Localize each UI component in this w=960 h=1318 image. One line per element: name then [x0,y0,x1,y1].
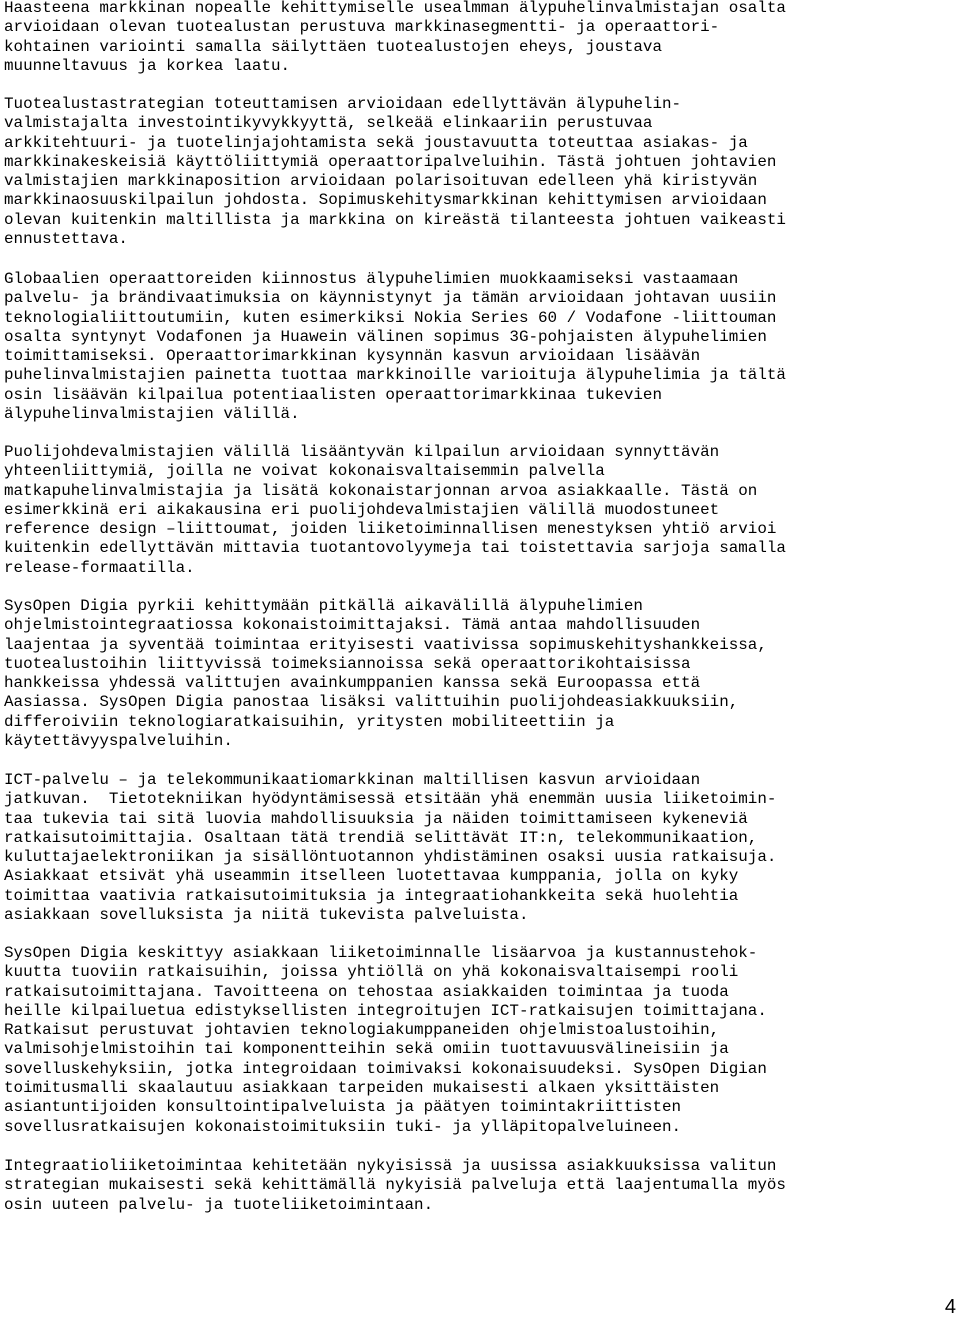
paragraph-7: SysOpen Digia keskittyy asiakkaan liiketoiminnalle lisäarvoa ja kustannustehok- kuutta tuoviin ratkaisuihin, joissa yhtiöllä on yhä kokonaisvaltaisempi rooli ratkaisutoimittajana. Tavoitteena on tehostaa asiakkaiden toimintaa ja tuoda heille kilpailuetua edistyksellisten integroitujen ICT-ratkaisujen toimittajana. Ratkaisut perustuvat johtavien teknologiakumppaneiden ohjelmistoalustoihin, valmisohjelmistoihin tai komponentteihin sekä omiin tuottavuusvälineisiin ja sovelluskehyksiin, jotka integroidaan toimivaksi kokonaisuudeksi. SysOpen Digian toimitusmalli skaalautuu asiakkaan tarpeiden mukaisesti alkaen yksittäisten asiantuntijoiden konsultointipalveluista ja päätyen toimintakriittisten sovellusratkaisujen kokonaistoimituksiin tuki- ja ylläpitopalveluineen. [4,944,767,1136]
paragraph-6: ICT-palvelu – ja telekommunikaatiomarkkinan maltillisen kasvun arvioidaan jatkuvan. Tietotekniikan hyödyntämisessä etsitään yhä enemmän uusia liiketoimin- taa tukevia tai sitä luovia mahdollisuuksia ja näiden toimittamiseen kykeneviä ratkaisutoimittajia. Osaltaan tätä trendiä selittävät IT:n, telekommunikaation, kuluttajaelektroniikan ja sisällöntuotannon yhdistäminen osaksi uusia ratkaisuja. Asiakkaat etsivät yhä useammin itselleen luotettavaa kumppania, jolla on kyky toimittaa vaativia ratkaisutoimituksia ja integraatiohankkeita sekä huolehtia asiakkaan sovelluksista ja niitä tukevista palveluista. [4,771,777,925]
page-number: 4 [944,1296,956,1318]
paragraph-8: Integraatioliiketoimintaa kehitetään nykyisissä ja uusissa asiakkuuksissa valitun strategian mukaisesti sekä kehittämällä nykyisiä palveluja että laajentumalla myös osin uuteen palvelu- ja tuoteliiketoimintaan. [4,1157,786,1214]
paragraph-4: Puolijohdevalmistajien välillä lisääntyvän kilpailun arvioidaan synnyttävän yhteenliittymiä, joilla ne voivat kokonaisvaltaisemmin palvella matkapuhelinvalmistajia ja lisätä kokonaistarjonnan arvoa asiakkaalle. Tästä on esimerkkinä eri aikakausina eri puolijohdevalmistajien välillä muodostuneet reference design –liittoumat, joiden liiketoiminnallisen menestyksen yhtiö arvioi kuitenkin edellyttävän mittavia tuotantovolyymeja tai toistettavia sarjoja samalla release-formaatilla. [4,443,786,577]
paragraph-3: Globaalien operaattoreiden kiinnostus älypuhelimien muokkaamiseksi vastaamaan palvelu- ja brändivaatimuksia on käynnistynyt ja tämän arvioidaan johtavan uusiin teknologialiittoutumiin, kuten esimerkiksi Nokia Series 60 / Vodafone -liittouman osalta syntynyt Vodafonen ja Huawein välinen sopimus 3G-pohjaisten älypuhelimien toimittamiseksi. Operaattorimarkkinan kysynnän kasvun arvioidaan lisäävän puhelinvalmistajien painetta tuottaa markkinoille varioituja älypuhelimia ja tältä osin lisäävän kilpailua potentiaalisten operaattorimarkkinaa tukevien älypuhelinvalmistajien välillä. [4,270,786,424]
paragraph-2: Tuotealustastrategian toteuttamisen arvioidaan edellyttävän älypuhelin- valmistajalta investointikyvykkyyttä, selkeää elinkaariin perustuvaa arkkitehtuuri- ja tuotelinjajohtamista sekä joustavuutta toteuttaa asiakas- ja markkinakeskeisiä käyttöliittymiä operaattoripalveluihin. Tästä johtuen johtavien valmistajien markkinaposition arvioidaan polarisoituvan edelleen yhä kiristyvän markkinaosuuskilpailun johdosta. Sopimuskehitysmarkkinan kehittymisen arvioidaan olevan kuitenkin maltillista ja markkina on kireästä tilanteesta johtuen vaikeasti ennustettava. [4,95,786,249]
paragraph-5: SysOpen Digia pyrkii kehittymään pitkällä aikavälillä älypuhelimien ohjelmistointegraatiossa kokonaistoimittajaksi. Tämä antaa mahdollisuuden laajentaa ja syventää toimintaa erityisesti vaativissa sopimuskehityshankkeissa, tuotealustoihin liittyvissä toimeksiannoissa sekä operaattorikohtaisissa hankkeissa yhdessä valittujen avainkumppanien kanssa sekä Euroopassa että Aasiassa. SysOpen Digia panostaa lisäksi valittuihin puolijohdeasiakkuuksiin, differoiviin teknologiaratkaisuihin, yritysten mobiliteettiin ja käytettävyyspalveluihin. [4,597,767,751]
paragraph-1: Haasteena markkinan nopealle kehittymiselle usealmman älypuhelinvalmistajan osalta arvioidaan olevan tuotealustan perustuva markkinasegmentti- ja operaattori- kohtainen variointi samalla säilyttäen tuotealustojen eheys, joustava muunneltavuus ja korkea laatu. [4,0,786,75]
